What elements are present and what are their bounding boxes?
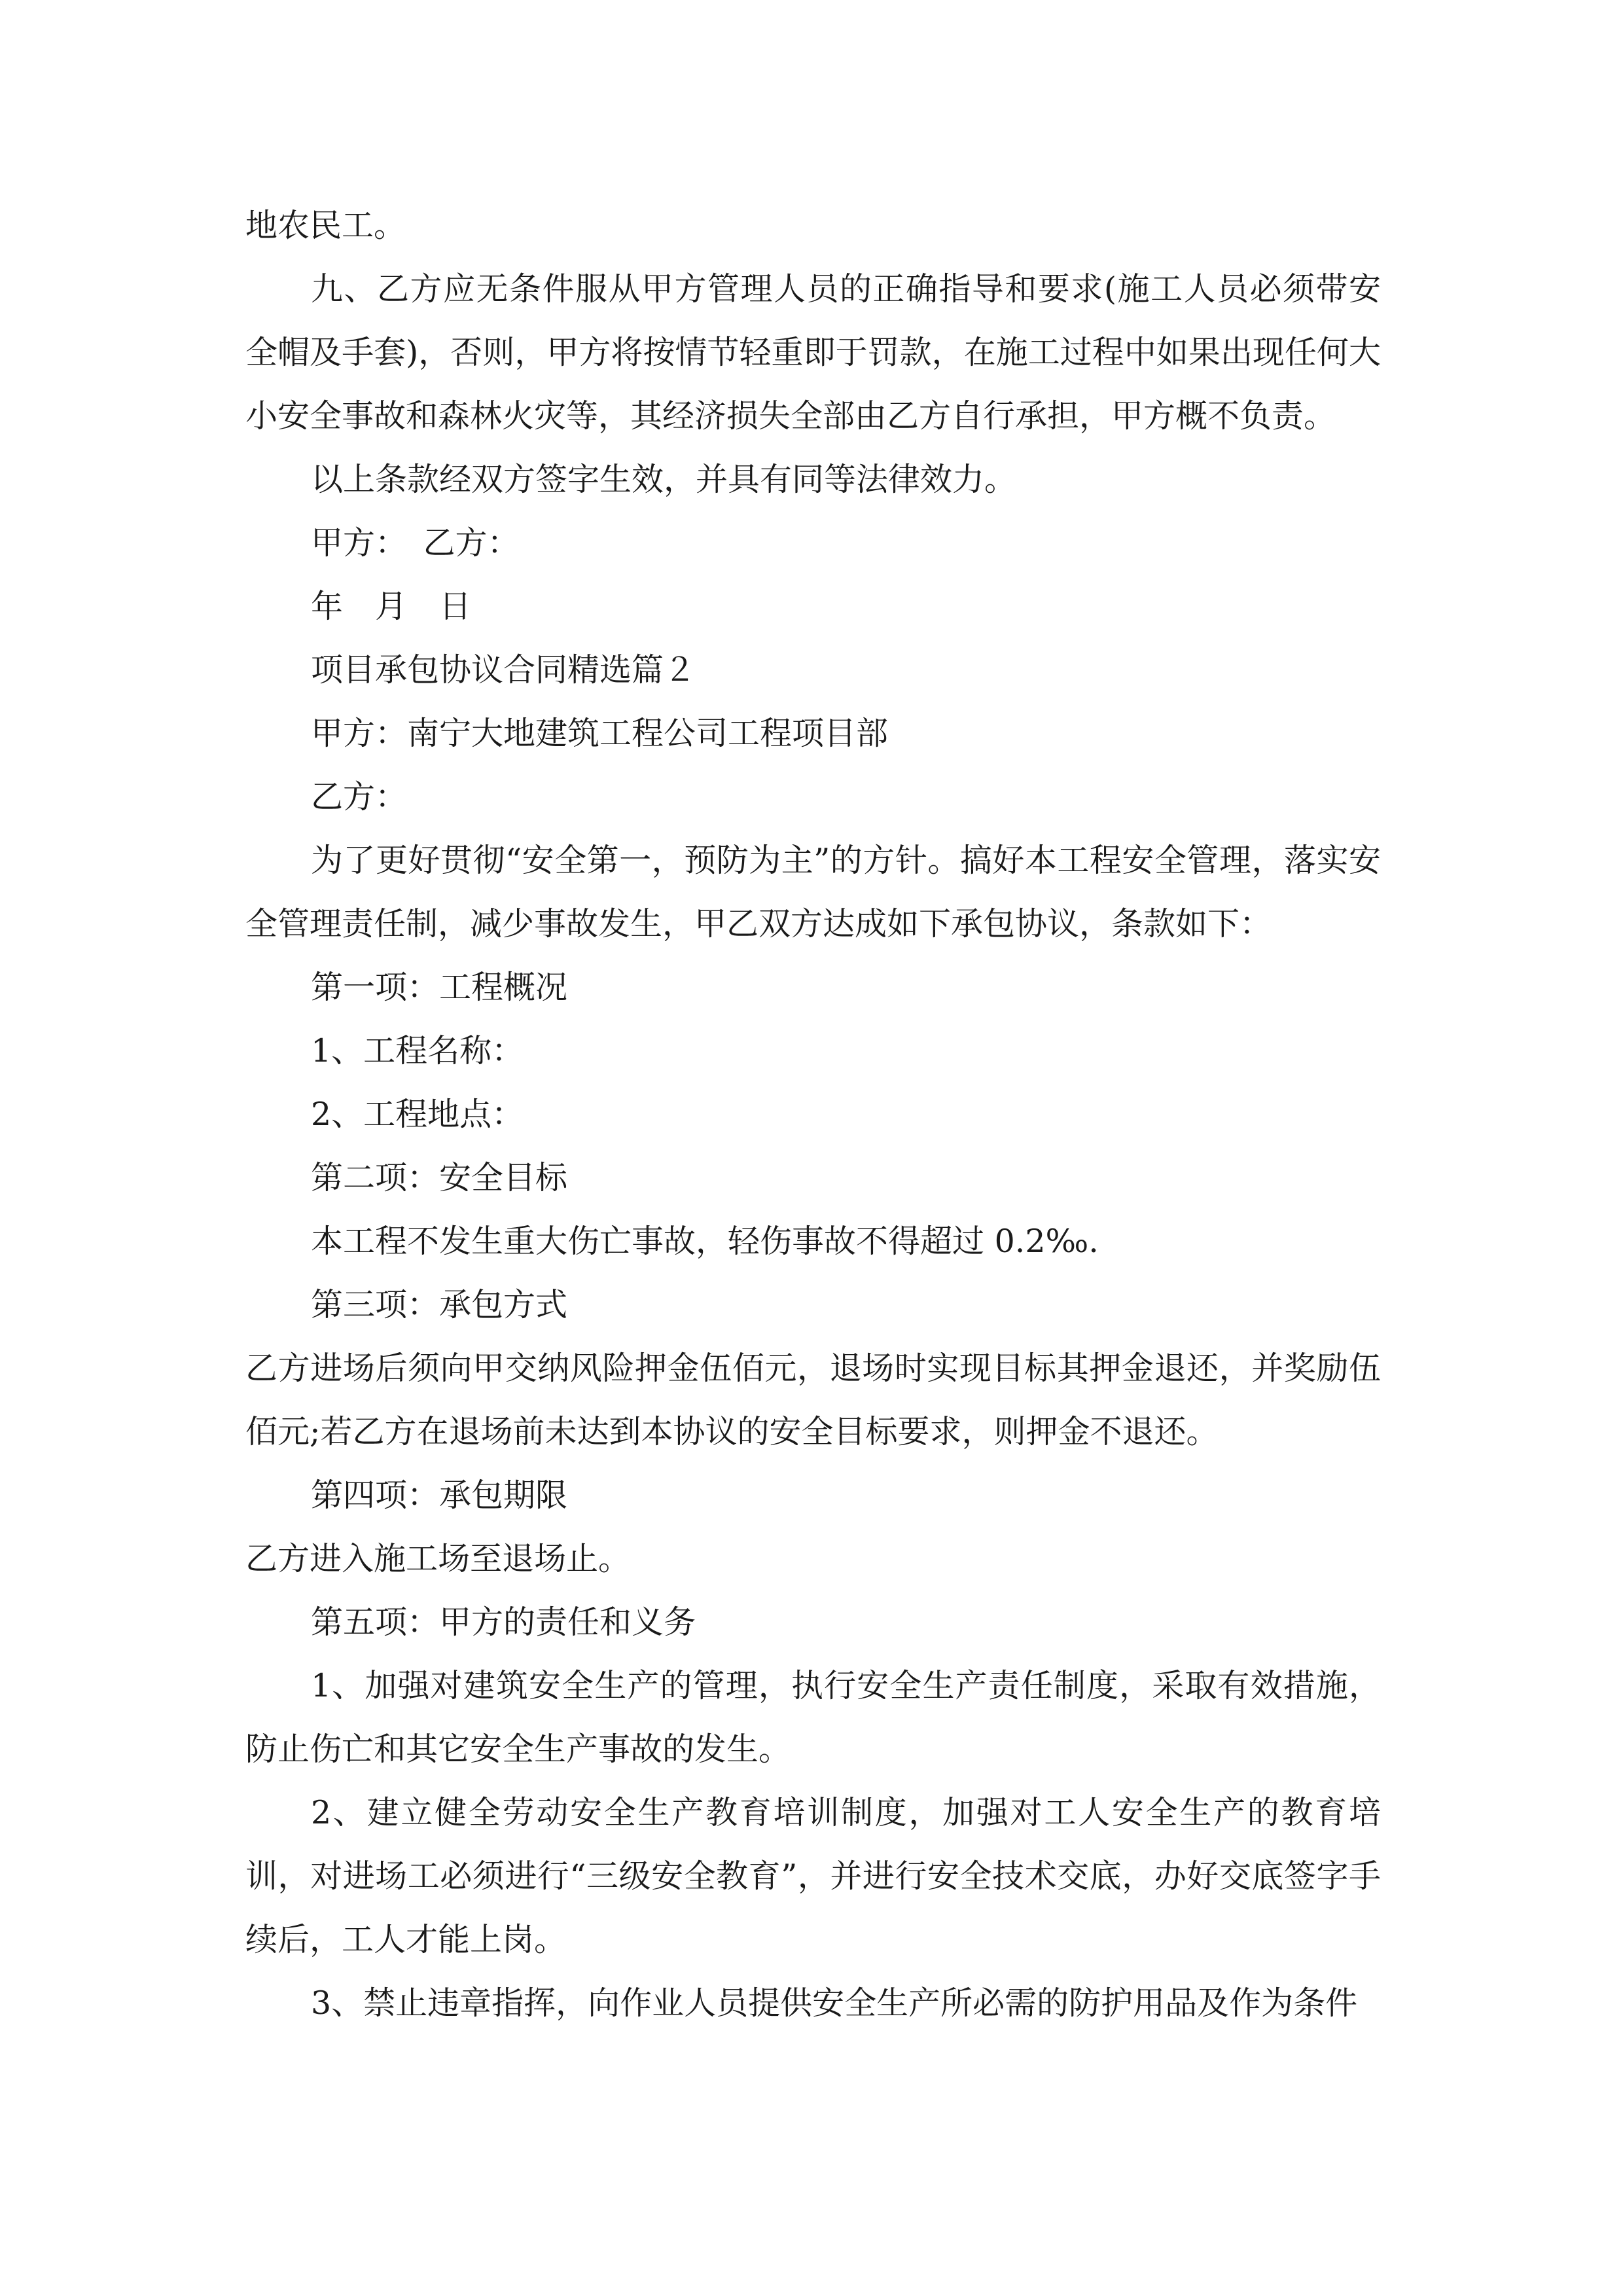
heading-item-4: 第四项：承包期限	[311, 1477, 568, 1514]
date-line: 年 月 日	[311, 588, 472, 625]
paragraph-duty-2: 2、建立健全劳动安全生产教育培训制度，加强对工人安全生产的教育培训，对进场工必须进行“三级安全教育”，并进行安全技术交底，办好交底签字手续后，工人才能上岗。	[245, 1794, 1381, 1958]
heading-item-5: 第五项：甲方的责任和义务	[311, 1604, 696, 1641]
party-b-line: 乙方：	[311, 778, 408, 816]
signature-parties-line: 甲方： 乙方：	[311, 524, 520, 562]
field-project-location: 2、工程地点：	[311, 1096, 524, 1133]
section-title-part-2: 项目承包协议合同精选篇２	[311, 651, 696, 689]
paragraph-duty-3: 3、禁止违章指挥，向作业人员提供安全生产所必需的防护用品及作为条件	[311, 1984, 1358, 2022]
paragraph-clause-9: 九、乙方应无条件服从甲方管理人员的正确指导和要求(施工人员必须带安全帽及手套)，否则，甲方将按情节轻重即于罚款，在施工过程中如果出现任何大小安全事故和森林火灾等，其经济损失全部由乙方自行承担，甲方概不负责。	[245, 270, 1381, 435]
heading-item-2: 第二项：安全目标	[311, 1159, 568, 1196]
heading-item-1: 第一项：工程概况	[311, 969, 568, 1006]
party-a-line: 甲方：南宁大地建筑工程公司工程项目部	[311, 715, 889, 752]
paragraph-contract-method: 乙方进场后须向甲交纳风险押金伍佰元，退场时实现目标其押金退还，并奖励伍佰元;若乙方在退场前未达到本协议的安全目标要求，则押金不退还。	[245, 1350, 1381, 1450]
document-body	[245, 194, 1381, 2035]
field-project-name: 1、工程名称：	[311, 1032, 524, 1069]
paragraph-1: 地农民工。	[245, 207, 406, 244]
paragraph-duty-1: 1、加强对建筑安全生产的管理，执行安全生产责任制度，采取有效措施，防止伤亡和其它安全生产事故的发生。	[245, 1667, 1381, 1768]
paragraph-purpose: 为了更好贯彻“安全第一，预防为主”的方针。搞好本工程安全管理，落实安全管理责任制，减少事故发生，甲乙双方达成如下承包协议，条款如下：	[245, 842, 1381, 942]
paragraph-effect-clause: 以上条款经双方签字生效，并具有同等法律效力。	[311, 461, 1017, 498]
paragraph-contract-period: 乙方进入施工场至退场止。	[245, 1540, 631, 1577]
heading-item-3: 第三项：承包方式	[311, 1286, 568, 1323]
paragraph-safety-target: 本工程不发生重大伤亡事故，轻伤事故不得超过 0.2‰.	[311, 1223, 1099, 1260]
